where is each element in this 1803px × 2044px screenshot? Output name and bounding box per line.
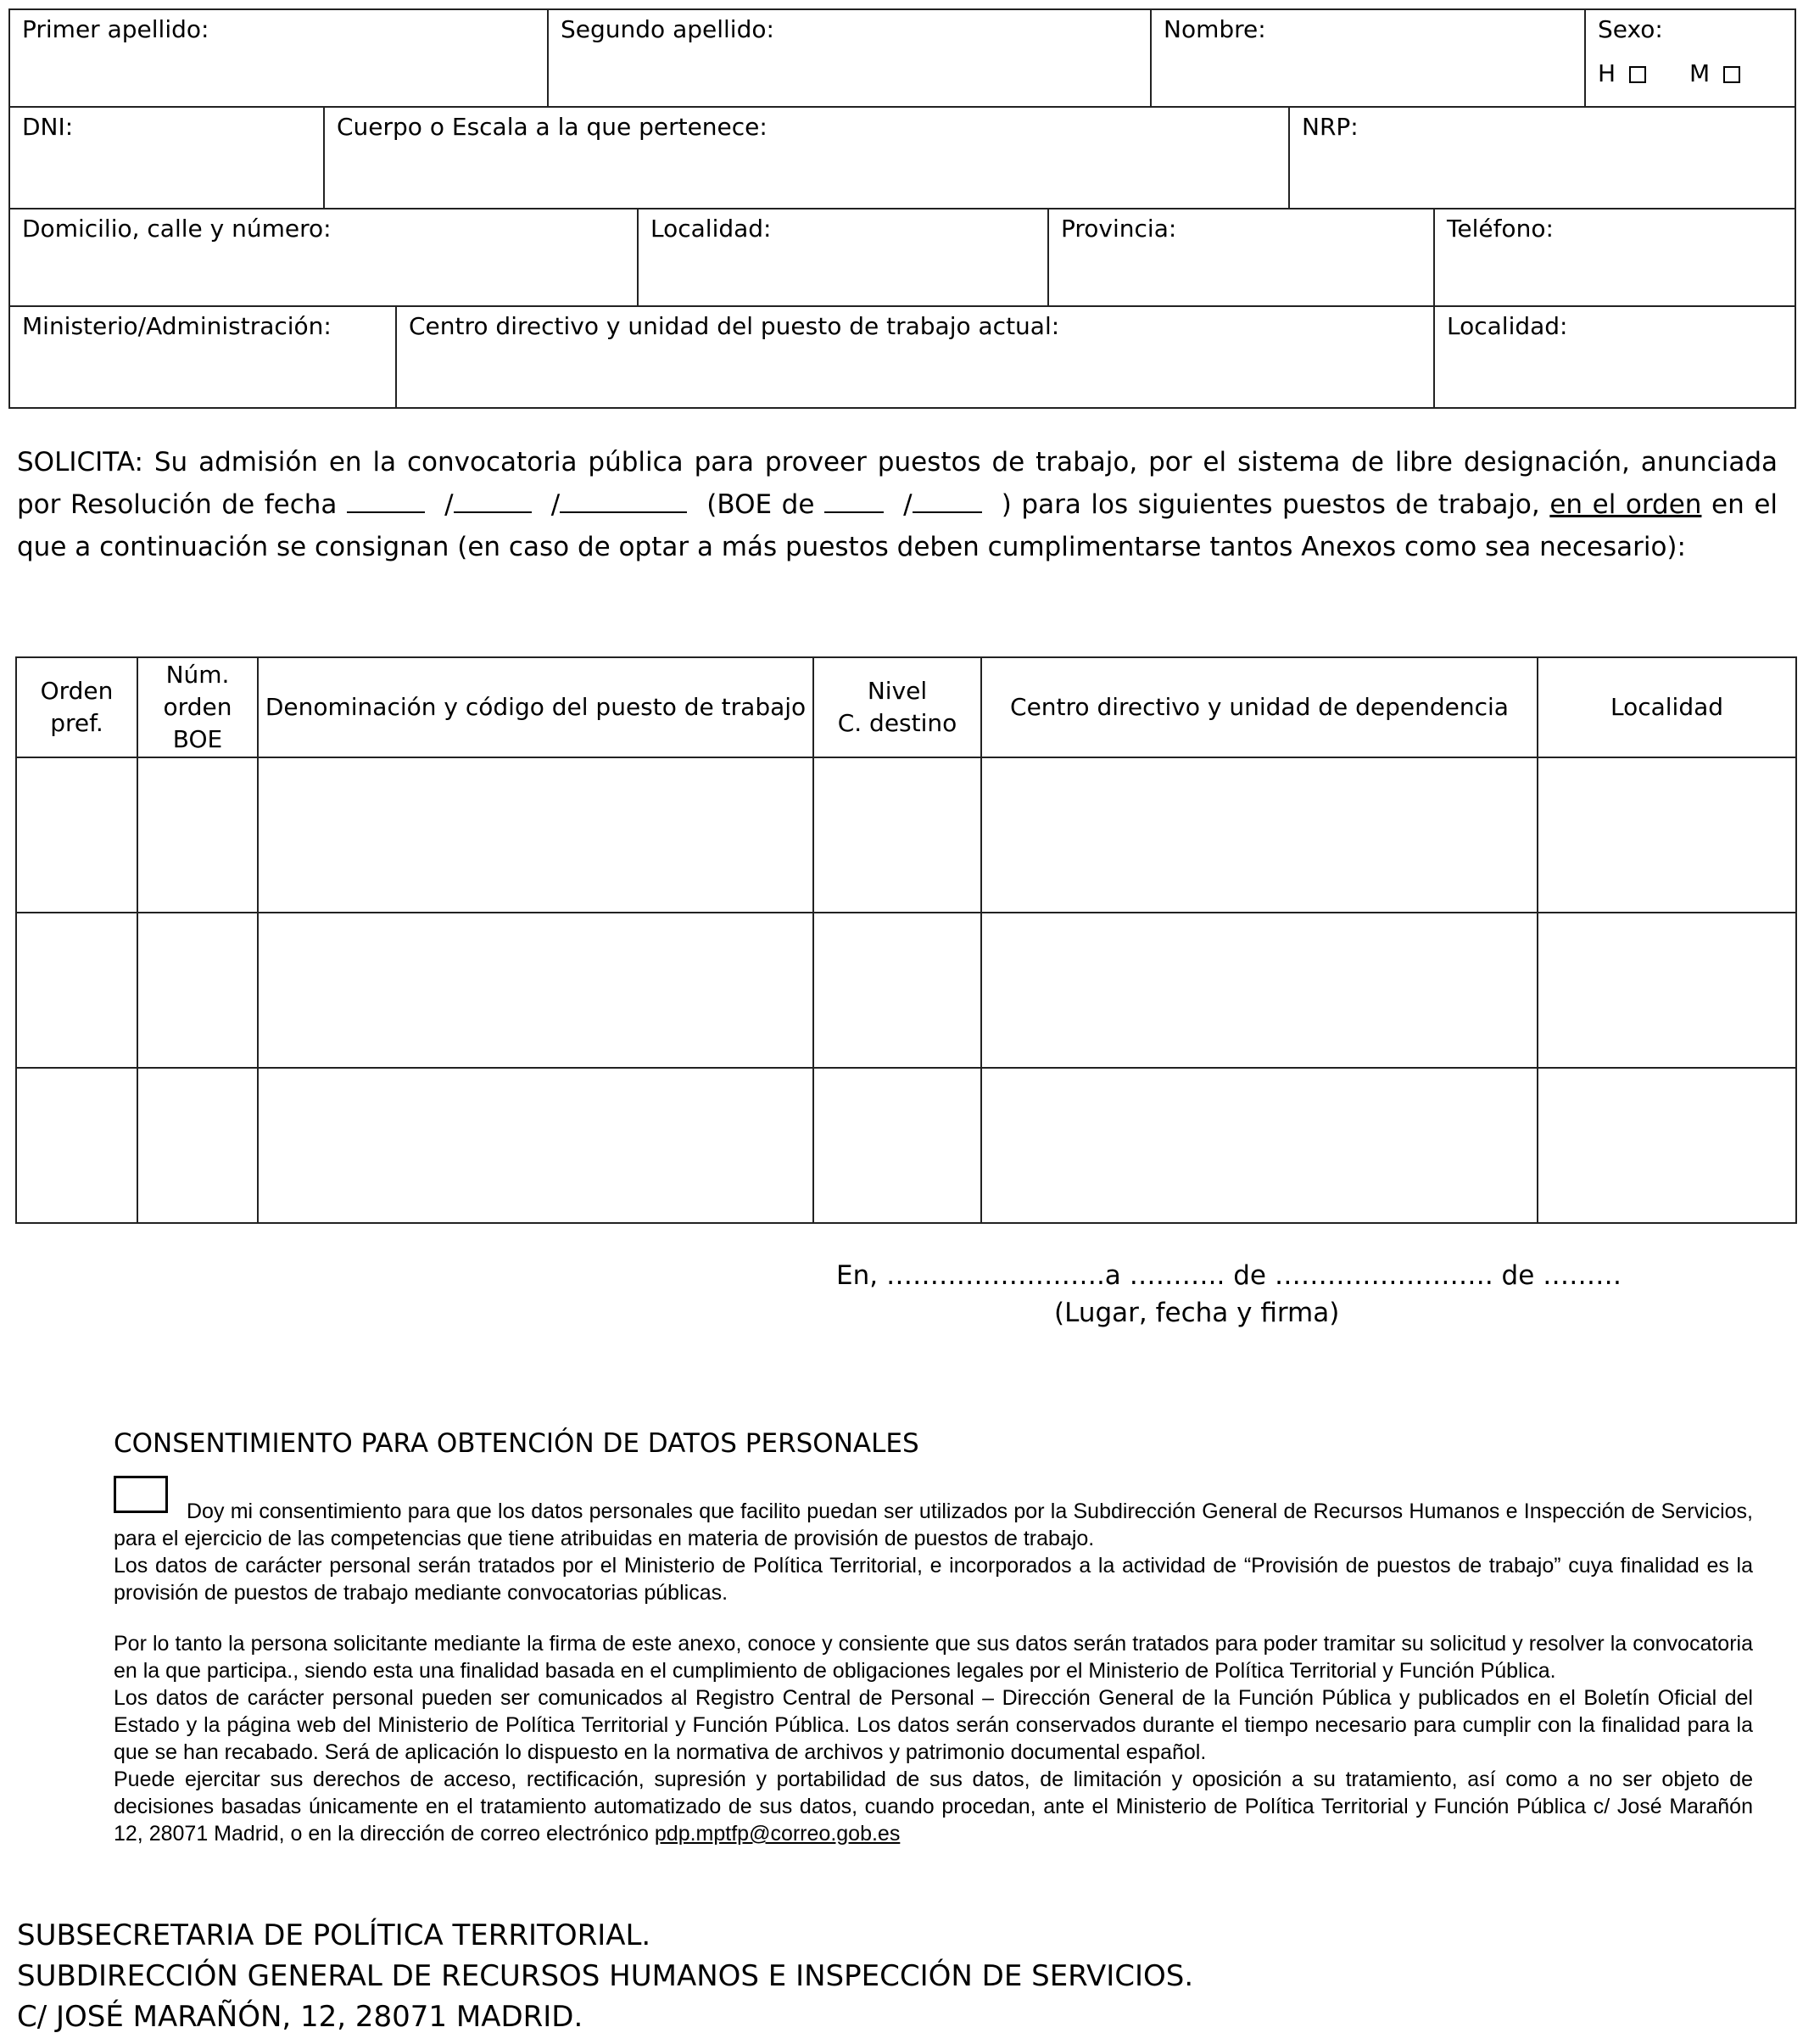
field-telefono[interactable] xyxy=(1433,208,1796,307)
fecha-day-blank[interactable] xyxy=(347,489,425,513)
consent-paragraph: Los datos de carácter personal pueden ser comunicados al Registro Central de Personal – Dirección General de la Función Pública y publicados en el Boletín Oficial del Estado y la página web del Ministerio de Política Territorial y Función Pública. Los datos serán conservados durante el tiempo necesario para cumplir con la finalidad para la que se han recabado. Será de aplicación lo dispuesto en la normativa de archivos y patrimonio documental español. xyxy=(114,1686,1753,1764)
boe-month-blank[interactable] xyxy=(913,489,982,513)
header-line: Centro directivo y unidad de dependencia xyxy=(1010,693,1509,721)
consent-text: Doy mi consentimiento para que los datos personales que facilito puedan ser utilizados por la Subdirección General de Recursos Humanos e Inspección de Servicios, para el ejercicio de las competencias que tiene atribuidas en materia de provisión de puestos de trabajo. xyxy=(114,1499,1753,1550)
field-label: Primer apellido: xyxy=(22,15,209,43)
field-ministerio[interactable] xyxy=(8,305,397,409)
header-line: C. destino xyxy=(837,709,957,737)
field-label: Ministerio/Administración: xyxy=(22,312,332,340)
table-cell[interactable] xyxy=(813,757,981,913)
table-cell[interactable] xyxy=(16,757,137,913)
email-link[interactable]: pdp.mptfp@correo.gob.es xyxy=(654,1822,901,1846)
field-label: Centro directivo y unidad del puesto de trabajo actual: xyxy=(409,312,1060,340)
consent-paragraph: Por lo tanto la persona solicitante mediante la firma de este anexo, conoce y consiente que sus datos serán tratados para poder tramitar su solicitud y resolver la convocatoria en la que participa., siendo esta una finalidad basada en el cumplimiento de obligaciones legales por el Ministerio de Política Territorial y Función Pública. xyxy=(114,1632,1753,1683)
checkbox-icon[interactable] xyxy=(1629,66,1646,83)
table-cell[interactable] xyxy=(258,757,813,913)
jobs-table xyxy=(15,656,1797,1224)
field-sexo xyxy=(1584,8,1796,108)
field-segundo-apellido[interactable] xyxy=(547,8,1152,108)
field-centro-directivo[interactable] xyxy=(395,305,1435,409)
signature-caption: (Lugar, fecha y firma) xyxy=(1054,1298,1340,1328)
header-line: Localidad xyxy=(1610,693,1724,721)
table-cell[interactable] xyxy=(981,1068,1538,1223)
sexo-option-m[interactable] xyxy=(1689,59,1740,87)
header-line: pref. xyxy=(50,709,103,737)
field-label: Localidad: xyxy=(1447,312,1568,340)
table-row xyxy=(16,1068,1796,1223)
boe-day-blank[interactable] xyxy=(824,489,884,513)
col-num-orden-boe xyxy=(137,657,258,757)
field-cuerpo-escala[interactable] xyxy=(323,106,1290,209)
field-label: DNI: xyxy=(22,113,74,141)
consent-paragraph xyxy=(114,1766,1753,1847)
consent-title: CONSENTIMIENTO PARA OBTENCIÓN DE DATOS PERSONALES xyxy=(114,1428,919,1459)
footer-line-2: SUBDIRECCIÓN GENERAL DE RECURSOS HUMANOS E INSPECCIÓN DE SERVICIOS. xyxy=(17,1959,1194,1993)
signature-line: En, …………………….a ……….. de ……………………. de ……… xyxy=(836,1260,1622,1291)
field-label: NRP: xyxy=(1302,113,1359,141)
field-dni[interactable] xyxy=(8,106,325,209)
table-cell[interactable] xyxy=(1538,913,1796,1068)
table-cell[interactable] xyxy=(137,1068,258,1223)
table-header-row xyxy=(16,657,1796,757)
field-nrp[interactable] xyxy=(1288,106,1796,209)
consent-paragraph xyxy=(114,1498,1753,1552)
field-label: Teléfono: xyxy=(1447,215,1554,243)
col-localidad xyxy=(1538,657,1796,757)
field-label: Localidad: xyxy=(650,215,772,243)
field-localidad[interactable] xyxy=(637,208,1049,307)
table-cell[interactable] xyxy=(1538,757,1796,913)
field-provincia[interactable] xyxy=(1047,208,1435,307)
table-cell[interactable] xyxy=(813,913,981,1068)
table-cell[interactable] xyxy=(981,757,1538,913)
table-cell[interactable] xyxy=(137,757,258,913)
solicita-text-3: en el que a continuación se consignan (en caso de optar a más puestos deben cumplimentarse tantos Anexos como sea necesario): xyxy=(17,489,1778,562)
col-orden-pref xyxy=(16,657,137,757)
header-line: Núm. xyxy=(165,661,230,689)
table-cell[interactable] xyxy=(813,1068,981,1223)
option-label: H xyxy=(1598,59,1616,87)
table-cell[interactable] xyxy=(258,913,813,1068)
fecha-year-blank[interactable] xyxy=(560,489,687,513)
table-cell[interactable] xyxy=(981,913,1538,1068)
solicita-paragraph: SOLICITA: Su admisión en la convocatoria pública para proveer puestos de trabajo, por el sistema de libre designación, anunciada por Resolución de fecha / / (BOE de / ) para los siguientes puestos de trabajo, en el orden en el que a continuación se consignan (en caso de optar a más puestos deben cumplimentarse tantos Anexos como sea necesario): xyxy=(17,447,1778,562)
table-cell[interactable] xyxy=(16,913,137,1068)
field-label: Cuerpo o Escala a la que pertenece: xyxy=(337,113,768,141)
table-cell[interactable] xyxy=(258,1068,813,1223)
checkbox-icon[interactable] xyxy=(1723,66,1740,83)
field-nombre[interactable] xyxy=(1150,8,1586,108)
solicita-text-2: ) para los siguientes puestos de trabajo, xyxy=(1001,489,1540,520)
consent-text: Puede ejercitar sus derechos de acceso, rectificación, supresión y portabilidad de sus datos, de limitación y oposición a su tratamiento, así como a no ser objeto de decisiones basadas únicamente en el tratamiento automatizado de sus datos, cuando procedan, ante el Ministerio de Política Territorial y Función Pública c/ José Marañón 12, 28071 Madrid, o en la dirección de correo electrónico xyxy=(114,1768,1753,1846)
sexo-option-h[interactable] xyxy=(1598,59,1646,87)
table-cell[interactable] xyxy=(137,913,258,1068)
header-line: orden xyxy=(163,693,232,721)
consent-block-2 xyxy=(114,1630,1753,1847)
field-localidad-trabajo[interactable] xyxy=(1433,305,1796,409)
col-nivel xyxy=(813,657,981,757)
table-cell[interactable] xyxy=(1538,1068,1796,1223)
field-label: Provincia: xyxy=(1061,215,1177,243)
header-line: Denominación y código del puesto de trabajo xyxy=(265,693,807,721)
option-label: M xyxy=(1689,59,1711,87)
consent-paragraph: Los datos de carácter personal serán tratados por el Ministerio de Política Territorial, e incorporados a la actividad de “Provisión de puestos de trabajo” cuya finalidad es la provisión de puestos de trabajo mediante convocatorias públicas. xyxy=(114,1554,1753,1605)
field-label: Sexo: xyxy=(1598,15,1663,43)
field-label: Nombre: xyxy=(1164,15,1266,43)
solicita-underlined: en el orden xyxy=(1549,489,1702,520)
field-primer-apellido[interactable] xyxy=(8,8,549,108)
table-cell[interactable] xyxy=(16,1068,137,1223)
footer-line-1: SUBSECRETARIA DE POLÍTICA TERRITORIAL. xyxy=(17,1918,651,1952)
table-row xyxy=(16,757,1796,913)
header-line: Nivel xyxy=(867,677,928,705)
consent-block-1 xyxy=(114,1498,1753,1606)
col-denominacion xyxy=(258,657,813,757)
solicita-text-1: SOLICITA: Su admisión en la convocatoria pública para proveer puestos de trabajo, por el sistema de libre designación, anunciada por Resolución de fecha xyxy=(17,447,1778,520)
col-centro-directivo xyxy=(981,657,1538,757)
footer-line-3: C/ JOSÉ MARAÑÓN, 12, 28071 MADRID. xyxy=(17,2000,583,2034)
field-domicilio[interactable] xyxy=(8,208,639,307)
table-row xyxy=(16,913,1796,1068)
field-label: Domicilio, calle y número: xyxy=(22,215,332,243)
header-line: Orden xyxy=(40,677,114,705)
fecha-month-blank[interactable] xyxy=(454,489,532,513)
header-line: BOE xyxy=(172,725,223,753)
boe-de-text: (BOE de xyxy=(706,489,815,520)
field-label: Segundo apellido: xyxy=(561,15,774,43)
